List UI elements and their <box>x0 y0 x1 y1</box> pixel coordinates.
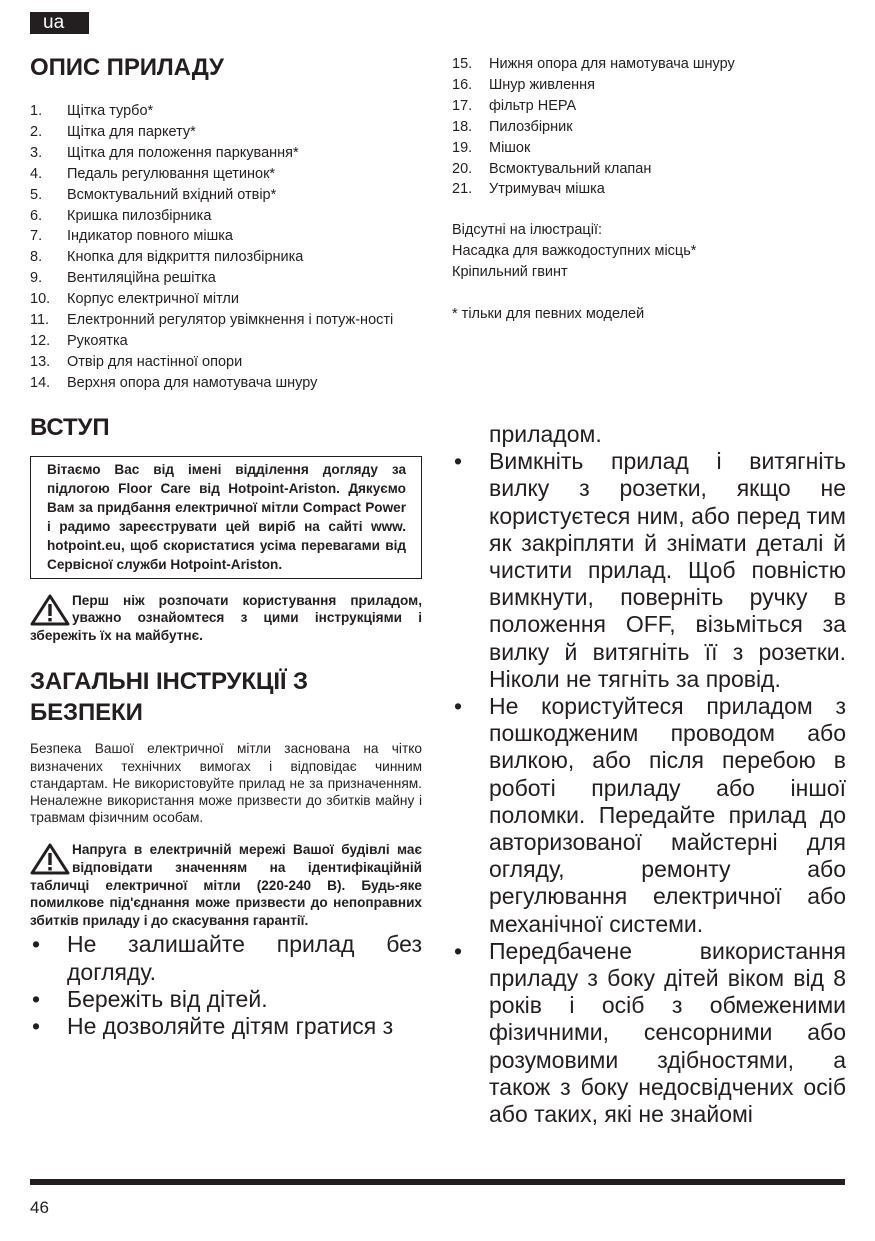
part-list-item <box>452 159 846 180</box>
part-label: Рукоятка <box>67 332 128 349</box>
section-title-description: ОПИС ПРИЛАДУ <box>30 54 224 81</box>
part-number: 11. <box>30 312 50 329</box>
intro-warning-text: Перш ніж розпочати користування приладом, уважно ознайомтеся з цими інструкціями і збережіть їх на майбутнє. <box>30 592 422 643</box>
part-list-item <box>30 185 422 206</box>
warning-icon <box>30 843 70 875</box>
part-label: Утримувач мішка <box>489 181 605 198</box>
part-number: 1. <box>30 103 43 119</box>
part-number: 15. <box>452 56 473 72</box>
warning-icon <box>30 594 70 626</box>
safety-body: Безпека Вашої електричної мітли заснована на чітко визначених технічних вимогах і відповідає чинним стандартам. Не використовуйте прилад не за призначенням. Неналежне використання може призвести до збитків майну і травмам фізичним особам. <box>30 741 422 826</box>
part-number: 10. <box>30 291 51 308</box>
part-list-item <box>30 331 422 352</box>
bullet-icon: • <box>32 985 41 1012</box>
part-label: Вентиляційна решітка <box>67 270 216 287</box>
part-label: Мішок <box>489 139 531 156</box>
part-list-item <box>30 289 422 310</box>
part-label: Педаль регулювання щетинок* <box>67 165 276 182</box>
part-label: Отвір для настінної опори <box>67 353 243 370</box>
part-number: 20. <box>452 160 473 177</box>
part-list-item <box>452 54 846 75</box>
part-number: 12. <box>30 332 51 349</box>
part-number: 19. <box>452 139 473 156</box>
part-label: Електронний регулятор увімкнення і потуж-ності <box>67 312 394 329</box>
part-number: 3. <box>30 144 43 161</box>
part-number: 16. <box>452 76 473 93</box>
part-label: Щітка для паркету* <box>67 123 196 140</box>
safety-bullet <box>452 693 846 938</box>
section-title-safety <box>30 666 422 728</box>
safety-bullet <box>30 986 422 1013</box>
safety-bullet-text: Не залишайте прилад без догляду. <box>67 931 422 985</box>
part-number: 6. <box>30 207 43 224</box>
part-list-item <box>30 268 422 289</box>
safety-bullet <box>30 1013 422 1040</box>
part-list-item <box>30 101 422 122</box>
part-label: Пилозбірник <box>489 118 573 135</box>
bullet-icon: • <box>454 937 463 964</box>
missing-label: Відсутні на ілюстрації: <box>452 222 603 239</box>
part-list-item <box>452 96 846 117</box>
intro-warning <box>30 592 422 645</box>
missing-item: Насадка для важкодоступних місць* <box>452 243 697 260</box>
part-number: 4. <box>30 165 43 182</box>
part-label: Щітка турбо* <box>67 103 154 119</box>
part-label: Кришка пилозбірника <box>67 207 212 224</box>
section-title-safety-line1: ЗАГАЛЬНІ ІНСТРУКЦІЇ З <box>30 668 308 696</box>
part-number: 14. <box>30 374 51 391</box>
voltage-warning <box>30 841 422 929</box>
part-list-item <box>452 138 846 159</box>
part-label: Індикатор повного мішка <box>67 228 233 245</box>
part-number: 8. <box>30 249 43 266</box>
part-label: Верхня опора для намотувача шнуру <box>67 374 318 391</box>
part-number: 21. <box>452 181 473 198</box>
part-list-item <box>452 117 846 138</box>
safety-bullet-text: Не користуйтеся приладом з пошкодженим проводом або вилкою, або після перебою в роботі приладу або іншої поломки. Передайте прилад до авторизованої майстерні для огляду, ремонту або регулювання електричної або механічної системи. <box>489 693 846 937</box>
part-label: Шнур живлення <box>489 76 596 93</box>
part-number: 7. <box>30 228 43 245</box>
bullet-icon: • <box>32 1013 41 1040</box>
part-list-item <box>30 247 422 268</box>
part-number: 9. <box>30 270 43 287</box>
part-list-item <box>452 75 846 96</box>
safety-bullet <box>30 931 422 985</box>
welcome-box: Вітаємо Вас від імені відділення догляду за підлогою Floor Care від Hotpoint-Ariston. Дякуємо Вам за придбання електричної мітли Compact Power і радимо зареєструвати цей виріб на сайті www. hotpoint.eu, щоб скористатися усіма перевагами від Сервісної служби Hotpoint-Ariston. <box>30 456 422 579</box>
safety-bullet-text: Передбачене використання приладу з боку дітей віком від 8 років і осіб з обмеженими фізичними, сенсорними або розумовими здібностями, а також з боку недосвідчених осіб або таких, які не знайомі <box>489 937 846 1128</box>
bullet-icon: • <box>454 693 463 719</box>
parts-list-left <box>30 101 422 394</box>
part-list-item <box>30 122 422 143</box>
safety-bullets-left <box>30 931 422 1040</box>
part-list-item <box>30 310 422 331</box>
part-label: фільтр HEPA <box>489 97 577 114</box>
part-label: Всмоктувальний вхідний отвір* <box>67 186 277 203</box>
part-label: Всмоктувальний клапан <box>489 160 652 177</box>
safety-bullet <box>452 448 846 693</box>
left-column <box>30 52 422 1040</box>
part-list-item <box>30 352 422 373</box>
section-title-safety-line2: БЕЗПЕКИ <box>30 699 143 727</box>
part-number: 17. <box>452 97 473 114</box>
part-list-item <box>30 206 422 227</box>
part-list-item <box>30 143 422 164</box>
voltage-warning-text: Напруга в електричній мережі Вашої будівлі має відповідати значенням на ідентифікаційній табличці електричної мітли (220-240 В). Будь-яке помилкове під'єднання може призвести до непоправних збитків приладу і до скасування гарантії. <box>30 842 422 928</box>
safety-bullets-right <box>452 448 846 1128</box>
page-number: 46 <box>30 1198 49 1217</box>
part-number: 13. <box>30 353 51 370</box>
part-number: 2. <box>30 123 43 140</box>
part-label: Кнопка для відкриття пилозбірника <box>67 249 304 266</box>
safety-bullet <box>452 938 846 1128</box>
part-number: 5. <box>30 186 43 203</box>
safety-bullet-text: Вимкніть прилад і витягніть вилку з розетки, якщо не користуєтеся ним, або перед тим як закріпляти й знімати деталі й чистити прилад. Щоб повністю вимкнути, поверніть ручку в положення OFF, візьміться за вилку й витягніть її з розетки. Ніколи не тягніть за провід. <box>489 448 846 692</box>
part-label: Корпус електричної мітли <box>67 291 239 308</box>
bullet-icon: • <box>32 931 41 958</box>
safety-bullet-text: Бережіть від дітей. <box>67 985 268 1012</box>
part-list-item <box>30 226 422 247</box>
bullet-continuation: приладом. <box>489 420 602 447</box>
part-list-item <box>452 179 846 200</box>
bullet-icon: • <box>454 448 463 475</box>
section-title-intro: ВСТУП <box>30 413 110 441</box>
language-tag: ua <box>30 12 89 34</box>
part-label: Щітка для положення паркування* <box>67 144 299 161</box>
right-column <box>452 52 846 1128</box>
footnote: * тільки для певних моделей <box>452 306 645 323</box>
part-list-item <box>30 373 422 394</box>
parts-list-right <box>452 54 846 200</box>
footer-rule <box>30 1179 845 1185</box>
safety-bullet-text: Не дозволяйте дітям гратися з <box>67 1013 394 1040</box>
part-list-item <box>30 164 422 185</box>
part-number: 18. <box>452 118 473 135</box>
part-label: Нижня опора для намотувача шнуру <box>489 56 735 72</box>
missing-item: Кріпильний гвинт <box>452 264 568 281</box>
